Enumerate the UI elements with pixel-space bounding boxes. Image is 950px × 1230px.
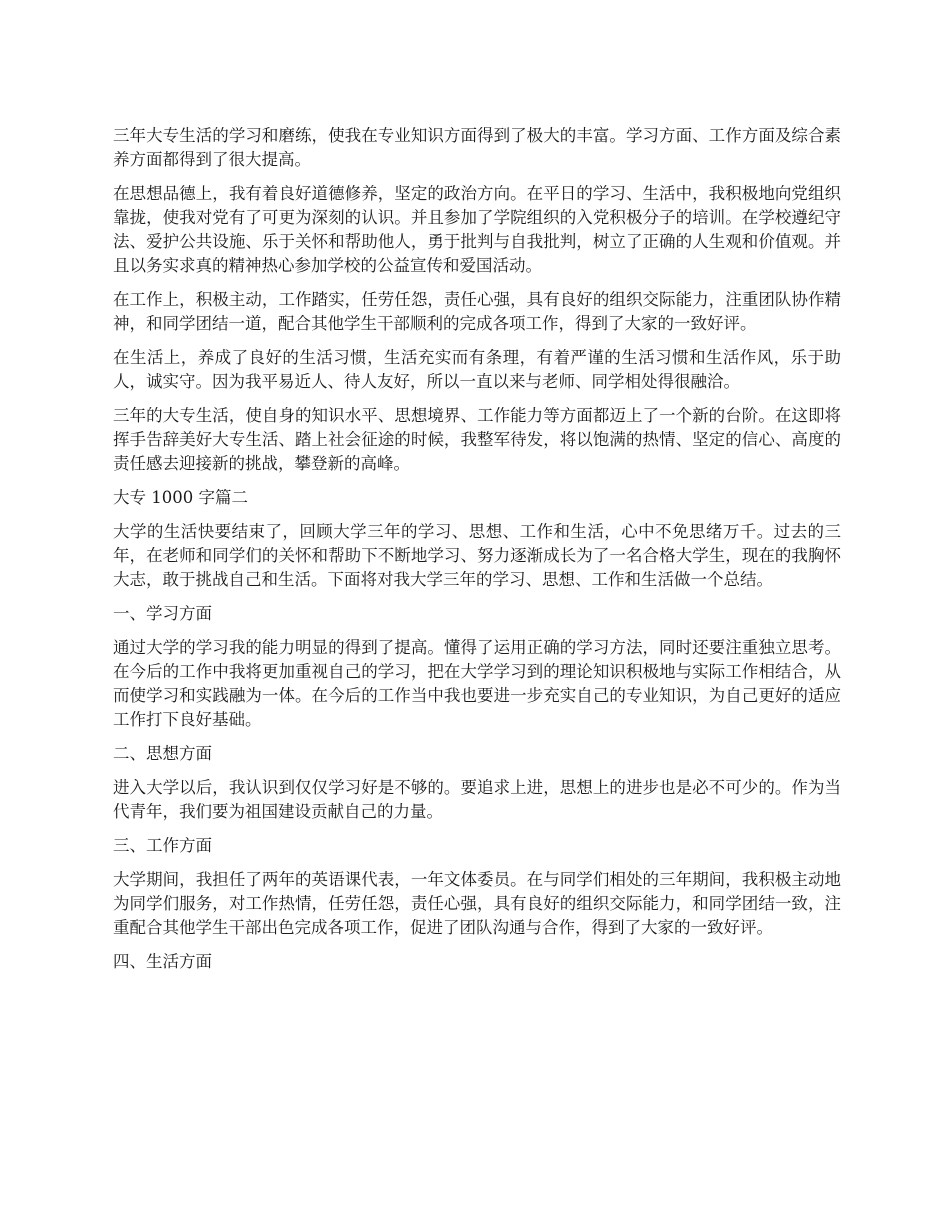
paragraph-thought: 进入大学以后，我认识到仅仅学习好是不够的。要追求上进，思想上的进步也是必不可少的。作为当代青年，我们要为祖国建设贡献自己的力量。 (113, 778, 841, 821)
section-heading-study: 一、学习方面 (113, 604, 212, 623)
section-heading-part-two: 大专 1000 字篇二 (113, 488, 248, 507)
paragraph-life: 在生活上，养成了良好的生活习惯，生活充实而有条理，有着严谨的生活习惯和生活作风，乐于助人，诚实守。因为我平易近人、待人友好，所以一直以来与老师、同学相处得很融洽。 (113, 348, 841, 391)
document-body (113, 124, 841, 984)
section-heading-thought: 二、思想方面 (113, 744, 212, 763)
paragraph-summary: 三年的大专生活，使自身的知识水平、思想境界、工作能力等方面都迈上了一个新的台阶。在这即将挥手告辞美好大专生活、踏上社会征途的时候，我整军待发，将以饱满的热情、坚定的信心、高度的责任感去迎接新的挑战，攀登新的高峰。 (113, 406, 841, 473)
paragraph-work: 在工作上，积极主动，工作踏实，任劳任怨，责任心强，具有良好的组织交际能力，注重团队协作精神，和同学团结一道，配合其他学生干部顺利的完成各项工作，得到了大家的一致好评。 (113, 290, 841, 333)
paragraph-ideology: 在思想品德上，我有着良好道德修养，坚定的政治方向。在平日的学习、生活中，我积极地向党组织靠拢，使我对党有了可更为深刻的认识。并且参加了学院组织的入党积极分子的培训。在学校遵纪守法、爱护公共设施、乐于关怀和帮助他人，勇于批判与自我批判，树立了正确的人生观和价值观。并且以务实求真的精神热心参加学校的公益宣传和爱国活动。 (113, 184, 841, 275)
paragraph-part-two-intro: 大学的生活快要结束了，回顾大学三年的学习、思想、工作和生活，心中不免思绪万千。过去的三年，在老师和同学们的关怀和帮助下不断地学习、努力逐渐成长为了一名合格大学生，现在的我胸怀大志，敢于挑战自己和生活。下面将对我大学三年的学习、思想、工作和生活做一个总结。 (113, 522, 841, 589)
paragraph-work-experience: 大学期间，我担任了两年的英语课代表，一年文体委员。在与同学们相处的三年期间，我积极主动地为同学们服务，对工作热情，任劳任怨，责任心强，具有良好的组织交际能力，和同学团结一致，注重配合其他学生干部出色完成各项工作，促进了团队沟通与合作，得到了大家的一致好评。 (113, 870, 841, 937)
paragraph-study: 通过大学的学习我的能力明显的得到了提高。懂得了运用正确的学习方法，同时还要注重独立思考。在今后的工作中我将更加重视自己的学习，把在大学学习到的理论知识积极地与实际工作相结合，从而使学习和实践融为一体。在今后的工作当中我也要进一步充实自己的专业知识，为自己更好的适应工作打下良好基础。 (113, 638, 841, 729)
paragraph-intro: 三年大专生活的学习和磨练，使我在专业知识方面得到了极大的丰富。学习方面、工作方面及综合素养方面都得到了很大提高。 (113, 126, 841, 169)
section-heading-life: 四、生活方面 (113, 952, 212, 971)
section-heading-work: 三、工作方面 (113, 836, 212, 855)
